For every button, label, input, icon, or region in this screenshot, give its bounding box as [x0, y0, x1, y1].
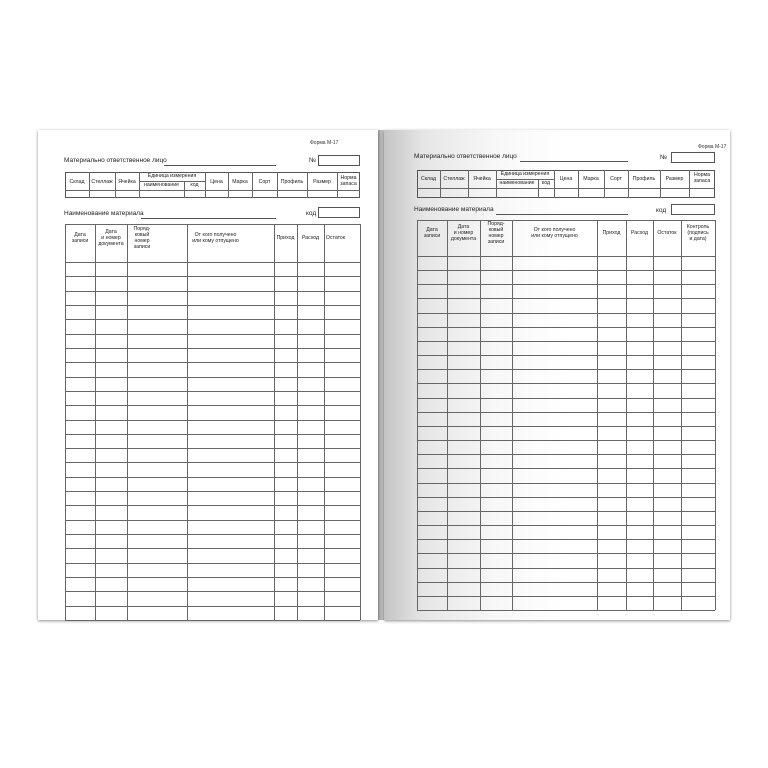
ledger-header-doc-right: Дата и номер документа [450, 224, 477, 242]
ledger-column-divider [127, 224, 128, 620]
ledger-column-divider [715, 220, 716, 610]
ledger-row-line [417, 313, 715, 314]
header-sort: Сорт [258, 179, 271, 185]
number-field[interactable] [318, 155, 360, 166]
ledger-row-line [417, 256, 715, 257]
ledger-header-from-right: От кого получено или кому отпущено [531, 227, 578, 239]
ledger-row-line [417, 426, 715, 427]
ledger-row-line [65, 319, 360, 320]
ledger-row-line [65, 477, 360, 478]
ledger-column-divider [626, 220, 627, 610]
ledger-header-balance-right: Остаток [657, 230, 677, 236]
ledger-column-divider [512, 220, 513, 610]
ledger-row-line [65, 334, 360, 335]
ledger-header-doc: Дата и номер документа [98, 229, 124, 247]
ledger-row-line [65, 405, 360, 406]
header-razmer: Размер [313, 179, 331, 185]
ledger-column-divider [274, 224, 275, 620]
ledger-row-line [417, 553, 715, 554]
ledger-row-line [417, 454, 715, 455]
ledger-column-divider [597, 220, 598, 610]
ledger-row-line [417, 483, 715, 484]
ledger-row-line [65, 276, 360, 277]
ledger-header-out: Расход [301, 235, 320, 241]
ledger-column-divider [653, 220, 654, 610]
header-unit-code: код [190, 182, 199, 188]
ledger-row-line [417, 327, 715, 328]
header-unit-name-right: наименование [499, 180, 535, 186]
header-marka-right: Марка [583, 176, 599, 182]
ledger-row-line [417, 497, 715, 498]
ledger-row-line [65, 505, 360, 506]
ledger-row-line [417, 398, 715, 399]
ledger-header-date-right: Дата записи [423, 227, 441, 239]
ledger-top-line [417, 220, 715, 221]
ledger-row-line [417, 369, 715, 370]
header-stellazh: Стеллаж [91, 179, 113, 185]
ledger-row-line [65, 434, 360, 435]
info-table-fill-line [65, 190, 360, 191]
header-norma: Норма запаса [340, 175, 357, 187]
ledger-row-line [65, 563, 360, 564]
ledger-row-line [65, 606, 360, 607]
code-field-right[interactable] [671, 204, 715, 215]
header-yacheika-right: Ячейка [473, 176, 491, 182]
ledger-row-line [65, 462, 360, 463]
ledger-row-line [65, 591, 360, 592]
header-profil: Профиль [280, 179, 304, 185]
ledger-row-line [417, 468, 715, 469]
responsible-label: Материально ответственное лицо [64, 157, 167, 164]
ledger-top-line [65, 224, 360, 225]
ledger-row-line [65, 620, 360, 621]
ledger-row-line [417, 298, 715, 299]
form-code: Форма М-17 [310, 140, 339, 146]
header-cena-right: Цена [559, 176, 573, 182]
header-sklad: Склад [69, 179, 85, 185]
left-page [38, 130, 378, 620]
ledger-row-line [65, 420, 360, 421]
header-unit-code-right: код [541, 180, 551, 186]
ledger-row-line [417, 284, 715, 285]
ledger-column-divider [297, 224, 298, 620]
ledger-row-line [417, 539, 715, 540]
ledger-row-line [417, 440, 715, 441]
ledger-row-line [65, 491, 360, 492]
ledger-row-line [417, 525, 715, 526]
ledger-column-divider [681, 220, 682, 610]
ledger-row-line [65, 262, 360, 263]
ledger-row-line [417, 582, 715, 583]
ledger-column-divider [187, 224, 188, 620]
number-label-right: № [660, 154, 667, 161]
ledger-column-divider [360, 224, 361, 620]
ledger-row-line [417, 511, 715, 512]
number-field-right[interactable] [671, 152, 715, 163]
code-label: код [306, 210, 317, 217]
code-label-right: код [656, 207, 667, 214]
ledger-header-in: Приход [276, 235, 295, 241]
code-field[interactable] [318, 207, 360, 218]
ledger-header-seq-right: Поряд- ковый номер записи [487, 221, 505, 245]
info-table [65, 172, 360, 198]
ledger-header-from: От кого получено или кому отпущено [192, 232, 239, 244]
right-page [384, 130, 730, 620]
ledger-header-out-right: Расход [630, 230, 649, 236]
ledger-header-seq: Поряд- ковый номер записи [133, 226, 151, 250]
ledger-row-line [417, 610, 715, 611]
material-label-right: Наименование материала [414, 206, 494, 213]
ledger-row-line [65, 548, 360, 549]
number-label: № [309, 157, 316, 164]
responsible-underline-right[interactable] [520, 161, 628, 162]
ledger-row-line [65, 391, 360, 392]
info-table-right [417, 170, 715, 198]
header-unit-group-right: Единица измерения [500, 171, 550, 177]
ledger-header-control-right: Контроль (подпись и дата) [686, 224, 710, 242]
material-label: Наименование материала [64, 210, 144, 217]
responsible-underline[interactable] [164, 165, 276, 166]
header-sklad-right: Склад [420, 176, 436, 182]
header-norma-right: Норма запаса [693, 172, 711, 184]
ledger-row-line [65, 348, 360, 349]
header-razmer-right: Размер [665, 176, 684, 182]
ledger-row-line [417, 568, 715, 569]
ledger-row-line [65, 377, 360, 378]
ledger-row-line [65, 534, 360, 535]
ledger-row-line [417, 355, 715, 356]
ledger-column-divider [65, 224, 66, 620]
ledger-header-date: Дата записи [71, 232, 89, 244]
ledger-row-line [65, 577, 360, 578]
ledger-row-line [417, 270, 715, 271]
header-profil-right: Профиль [632, 176, 656, 182]
ledger-column-divider [480, 220, 481, 610]
ledger-column-divider [447, 220, 448, 610]
form-code-right: Форма М-17 [698, 144, 727, 150]
ledger-row-line [65, 305, 360, 306]
ledger-row-line [417, 412, 715, 413]
header-unit-group: Единица измерения [147, 173, 197, 179]
responsible-label-right: Материально ответственное лицо [414, 153, 517, 160]
ledger-row-line [417, 341, 715, 342]
ledger-column-divider [417, 220, 418, 610]
ledger-row-line [417, 383, 715, 384]
header-marka: Марка [232, 179, 248, 185]
ledger-column-divider [324, 224, 325, 620]
material-underline[interactable] [141, 218, 276, 219]
header-sort-right: Сорт [610, 176, 622, 182]
ledger-header-in-right: Приход [602, 230, 621, 236]
header-yacheika: Ячейка [118, 179, 136, 185]
material-underline-right[interactable] [496, 214, 628, 215]
ledger-row-line [65, 520, 360, 521]
header-stellazh-right: Стеллаж [443, 176, 465, 182]
ledger-row-line [65, 362, 360, 363]
ledger-column-divider [95, 224, 96, 620]
ledger-row-line [417, 596, 715, 597]
header-unit-name: наименование [143, 182, 180, 188]
ledger-row-line [65, 291, 360, 292]
ledger-header-balance: Остаток [325, 235, 346, 241]
ledger-row-line [65, 448, 360, 449]
header-cena: Цена [210, 179, 223, 185]
